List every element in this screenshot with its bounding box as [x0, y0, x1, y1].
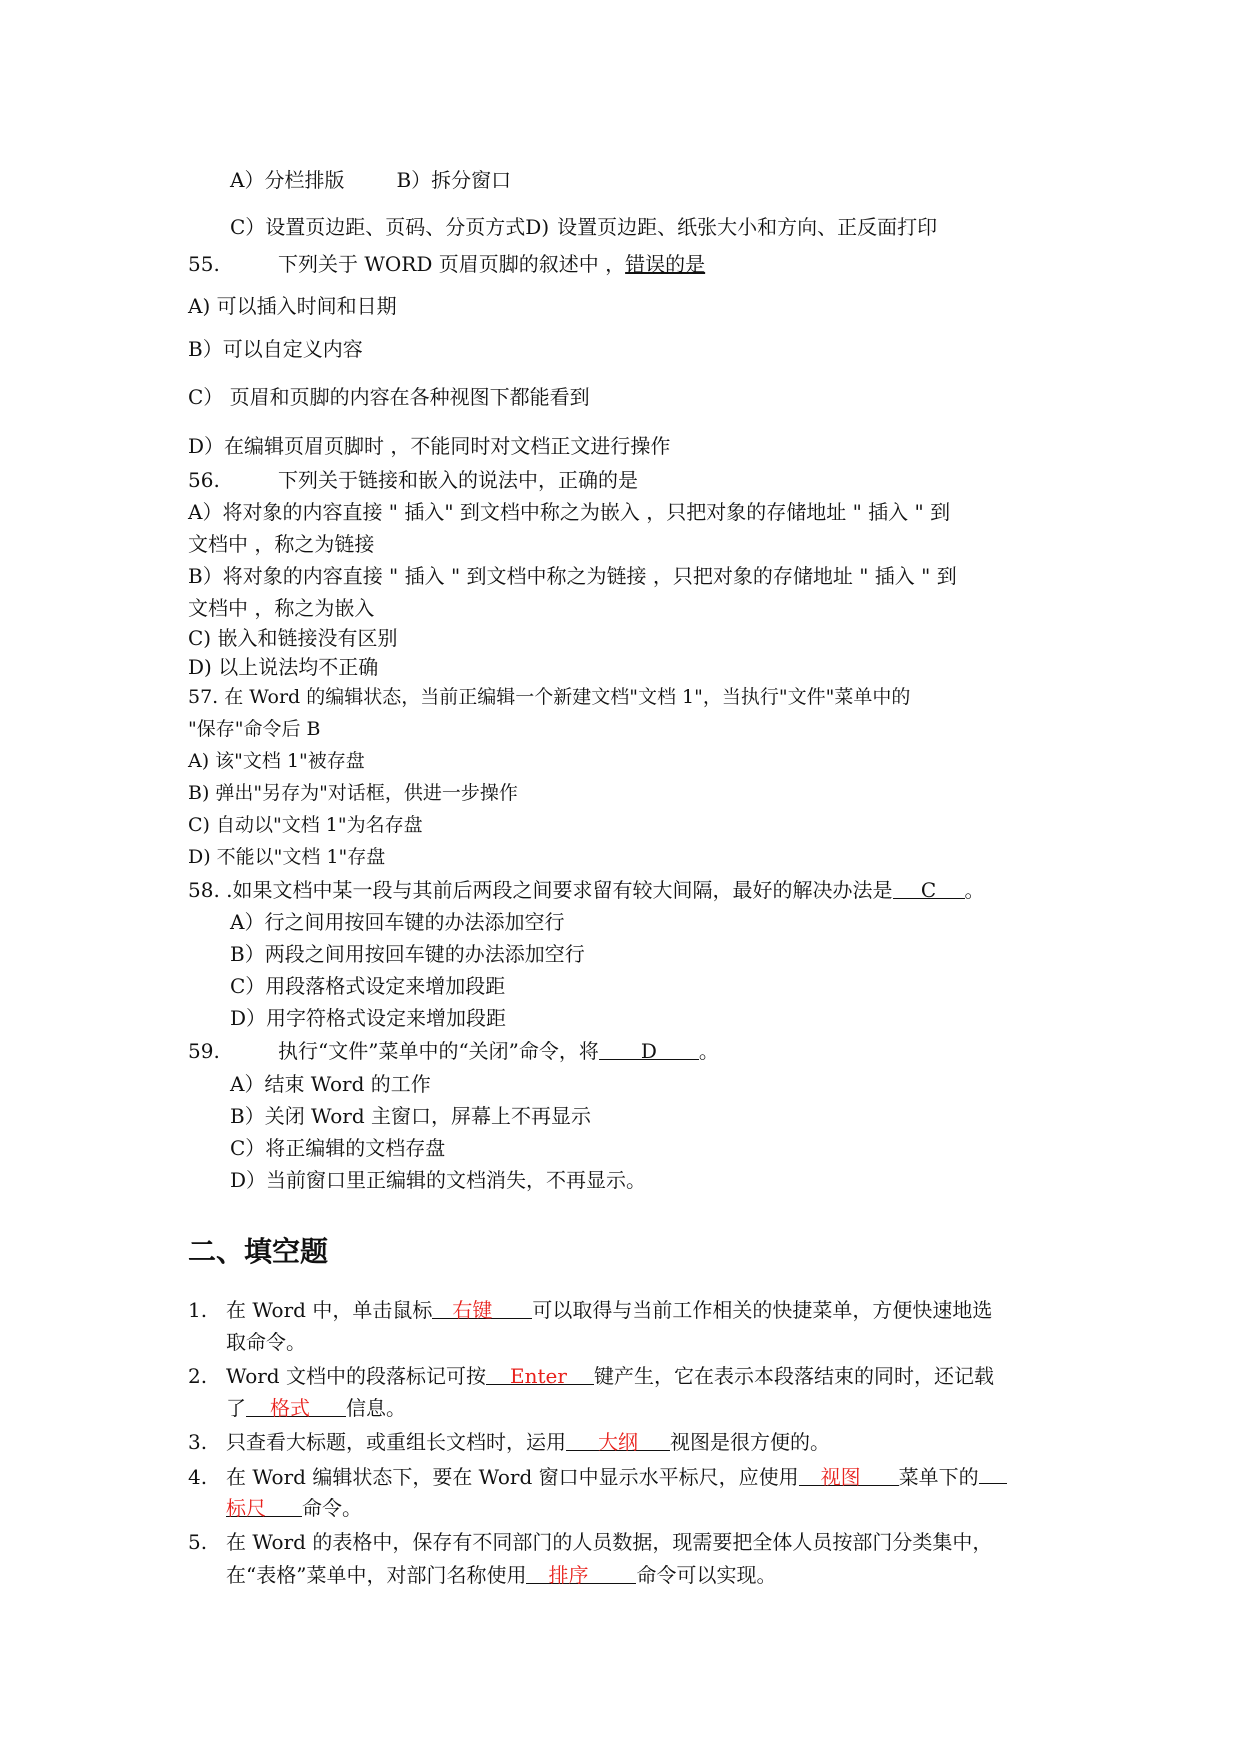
q58-option-a: A）行之间用按回车键的办法添加空行: [230, 910, 565, 934]
fill-3-number: 3.: [188, 1430, 208, 1454]
q54-option-d: 设置页边距、纸张大小和方向、正反面打印: [557, 215, 938, 239]
q57-question-line2: "保存"命令后 B: [188, 718, 321, 740]
fill-item-1: [188, 1296, 992, 1324]
fill-1-line2: 取命令。: [226, 1330, 306, 1354]
fill-item-5: [188, 1528, 992, 1556]
fill-5-number: 5.: [188, 1530, 208, 1554]
fill-4-number: 4.: [188, 1465, 208, 1489]
q54-option-a: A）分栏排版: [230, 168, 345, 192]
q58-question: [188, 876, 985, 904]
fill-2-blank: [486, 1362, 594, 1388]
fill-4-text-after: 菜单下的: [898, 1465, 979, 1489]
fill-5-line2-pre: 在“表格”菜单中，对部门名称使用: [226, 1563, 527, 1587]
fill-4-blank: [799, 1463, 899, 1489]
fill-item-2: [188, 1362, 994, 1390]
fill-4-blank2-start: [979, 1461, 1007, 1484]
q58-answer: C: [920, 878, 937, 902]
fill-1-answer: 右键: [452, 1298, 493, 1322]
q55-question: [188, 250, 705, 278]
q57-option-c: C) 自动以"文档 1"为名存盘: [188, 814, 423, 836]
q56-number: 56.: [188, 468, 220, 492]
fill-item-3: [188, 1428, 830, 1456]
fill-2-number: 2.: [188, 1364, 208, 1388]
q54-option-b: B）拆分窗口: [396, 168, 512, 192]
q57-question-line1: 57. 在 Word 的编辑状态，当前正编辑一个新建文档"文档 1"，当执行"文件"菜单中的: [188, 686, 911, 708]
fill-3-text-after: 视图是很方便的。: [670, 1430, 830, 1454]
fill-5-text: 在 Word 的表格中，保存有不同部门的人员数据，现需要把全体人员按部门分类集中，: [226, 1530, 993, 1554]
q56-option-b-line2: 文档中 ，称之为嵌入: [188, 596, 375, 620]
q56-option-b-line1: B）将对象的内容直接 " 插入 " 到文档中称之为链接 ，只把对象的存储地址 " 插入 " 到: [188, 564, 957, 588]
q54-options-row2: [230, 213, 937, 241]
fill-2-answer2: 格式: [270, 1396, 310, 1420]
q56-option-c: C) 嵌入和链接没有区别: [188, 626, 398, 650]
fill-1-number: 1.: [188, 1298, 208, 1322]
fill-1-text-after: 可以取得与当前工作相关的快捷菜单，方便快速地选: [532, 1298, 993, 1322]
fill-3-text: 只查看大标题，或重组长文档时，运用: [226, 1430, 566, 1454]
q57-option-b: B) 弹出"另存为"对话框，供进一步操作: [188, 782, 518, 804]
q59-option-d: D）当前窗口里正编辑的文档消失，不再显示。: [230, 1168, 647, 1192]
q59-answer-blank: [599, 1037, 699, 1063]
q57-option-d: D) 不能以"文档 1"存盘: [188, 846, 386, 868]
fill-5-blank: [526, 1561, 636, 1587]
q56-question: [188, 466, 638, 494]
fill-3-blank: [566, 1428, 670, 1454]
fill-4-line2-post: 命令。: [302, 1496, 362, 1520]
fill-3-answer: 大纲: [598, 1430, 638, 1454]
q58-option-c: C）用段落格式设定来增加段距: [230, 974, 506, 998]
q59-option-a: A）结束 Word 的工作: [230, 1072, 431, 1096]
fill-item-4: [188, 1461, 1007, 1491]
q55-emphasis: 错误的是: [625, 252, 706, 276]
fill-1-blank: [432, 1296, 532, 1322]
fill-2-text: Word 文档中的段落标记可按: [226, 1364, 486, 1388]
fill-5-line2: [226, 1561, 776, 1589]
q54-options-row1: [230, 166, 511, 194]
q58-option-b: B）两段之间用按回车键的办法添加空行: [230, 942, 585, 966]
q55-option-d: D）在编辑页眉页脚时 ，不能同时对文档正文进行操作: [188, 434, 671, 458]
q58-end: 。: [964, 878, 985, 902]
fill-2-line2-post: 信息。: [346, 1396, 406, 1420]
q59-answer: D: [640, 1039, 657, 1063]
q56-text: 下列关于链接和嵌入的说法中，正确的是: [278, 468, 638, 492]
fill-4-blank2: [226, 1494, 302, 1520]
q54-option-c: C）设置页边距、页码、分页方式D): [230, 215, 550, 239]
section-title: 二、填空题: [188, 1235, 329, 1268]
q55-option-a: A) 可以插入时间和日期: [188, 294, 397, 318]
q59-question: [188, 1037, 719, 1065]
q55-option-b: B）可以自定义内容: [188, 337, 363, 361]
fill-4-line2: [226, 1494, 362, 1522]
q59-number: 59.: [188, 1039, 220, 1063]
q55-number: 55.: [188, 252, 220, 276]
q56-option-a-line2: 文档中 ，称之为链接: [188, 532, 375, 556]
fill-4-answer2: 标尺: [226, 1496, 266, 1520]
fill-2-line2-pre: 了: [226, 1396, 246, 1420]
fill-1-text: 在 Word 中，单击鼠标: [226, 1298, 433, 1322]
q58-text: 58. .如果文档中某一段与其前后两段之间要求留有较大间隔，最好的解决办法是: [188, 878, 893, 902]
q59-option-c: C）将正编辑的文档存盘: [230, 1136, 446, 1160]
q59-end: 。: [698, 1039, 719, 1063]
fill-2-text-after: 键产生，它在表示本段落结束的同时，还记载: [593, 1364, 994, 1388]
q57-option-a: A) 该"文档 1"被存盘: [188, 750, 365, 772]
q56-option-d: D) 以上说法均不正确: [188, 655, 379, 679]
fill-2-blank2: [246, 1394, 346, 1420]
fill-5-line2-post: 命令可以实现。: [636, 1563, 777, 1587]
fill-5-answer: 排序: [548, 1563, 589, 1587]
fill-2-answer: Enter: [509, 1364, 567, 1388]
q55-option-c: C） 页眉和页脚的内容在各种视图下都能看到: [188, 385, 590, 409]
q59-text: 执行“文件”菜单中的“关闭”命令，将: [278, 1039, 599, 1063]
q58-option-d: D）用字符格式设定来增加段距: [230, 1006, 507, 1030]
fill-4-text: 在 Word 编辑状态下，要在 Word 窗口中显示水平标尺，应使用: [226, 1465, 799, 1489]
q59-option-b: B）关闭 Word 主窗口，屏幕上不再显示: [230, 1104, 592, 1128]
fill-2-line2: [226, 1394, 406, 1422]
fill-4-answer: 视图: [820, 1465, 861, 1489]
q58-answer-blank: [893, 876, 965, 902]
q56-option-a-line1: A）将对象的内容直接 " 插入" 到文档中称之为嵌入 ，只把对象的存储地址 " 插入 " 到: [188, 500, 951, 524]
q55-text: 下列关于 WORD 页眉页脚的叙述中 ，: [278, 252, 626, 276]
